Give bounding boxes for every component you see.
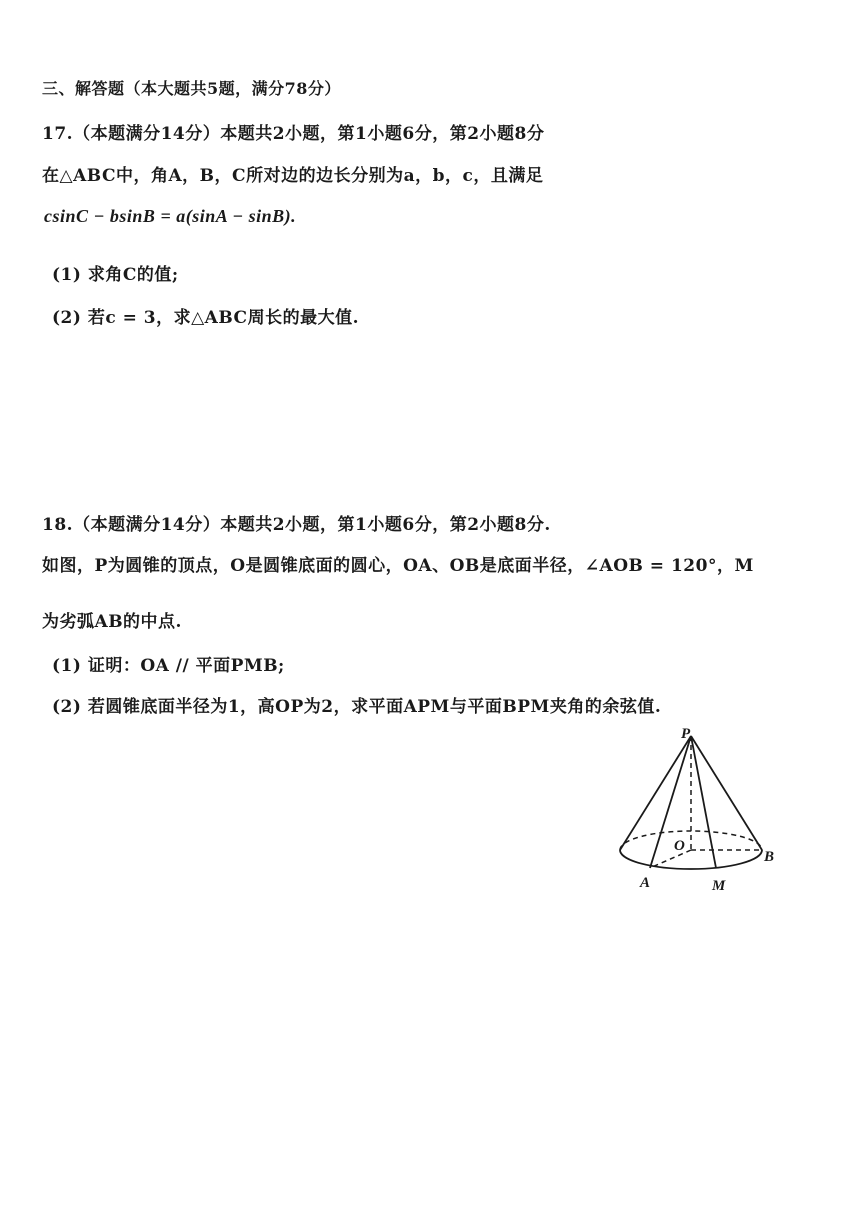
- label-B: B: [764, 849, 775, 865]
- section-heading: 三、解答题（本大题共5题，满分78分）: [42, 79, 341, 98]
- cone-figure: [600, 722, 790, 902]
- question-18-intro-line-2: 为劣弧AB的中点.: [42, 612, 182, 632]
- question-17-intro: 在△ABC中，角A，B，C所对边的边长分别为a，b，c，且满足: [42, 166, 544, 186]
- question-18-intro-line-1: 如图，P为圆锥的顶点，O是圆锥底面的圆心，OA、OB是底面半径，∠AOB = 120°，M: [42, 556, 754, 576]
- label-P: P: [681, 726, 691, 742]
- question-17-part-1: (1) 求角C的值;: [52, 265, 179, 285]
- question-17-part-2: (2) 若c = 3，求△ABC周长的最大值.: [52, 308, 359, 328]
- label-M: M: [712, 878, 726, 894]
- segment-OA: [650, 850, 691, 868]
- question-18-part-2: (2) 若圆锥底面半径为1，高OP为2，求平面APM与平面BPM夹角的余弦值.: [52, 697, 662, 717]
- cone-base-front-arc: [620, 850, 762, 869]
- question-18-part-1: (1) 证明：OA // 平面PMB;: [52, 656, 285, 676]
- cone-edge-left: [620, 736, 691, 850]
- question-17-formula: csinC − bsinB = a(sinA − sinB).: [44, 206, 297, 226]
- label-A: A: [640, 875, 651, 891]
- question-18-header: 18.（本题满分14分）本题共2小题，第1小题6分，第2小题8分.: [42, 515, 551, 535]
- label-O: O: [674, 838, 685, 854]
- question-17-header: 17.（本题满分14分）本题共2小题，第1小题6分，第2小题8分: [42, 124, 545, 144]
- segment-PA: [650, 736, 691, 868]
